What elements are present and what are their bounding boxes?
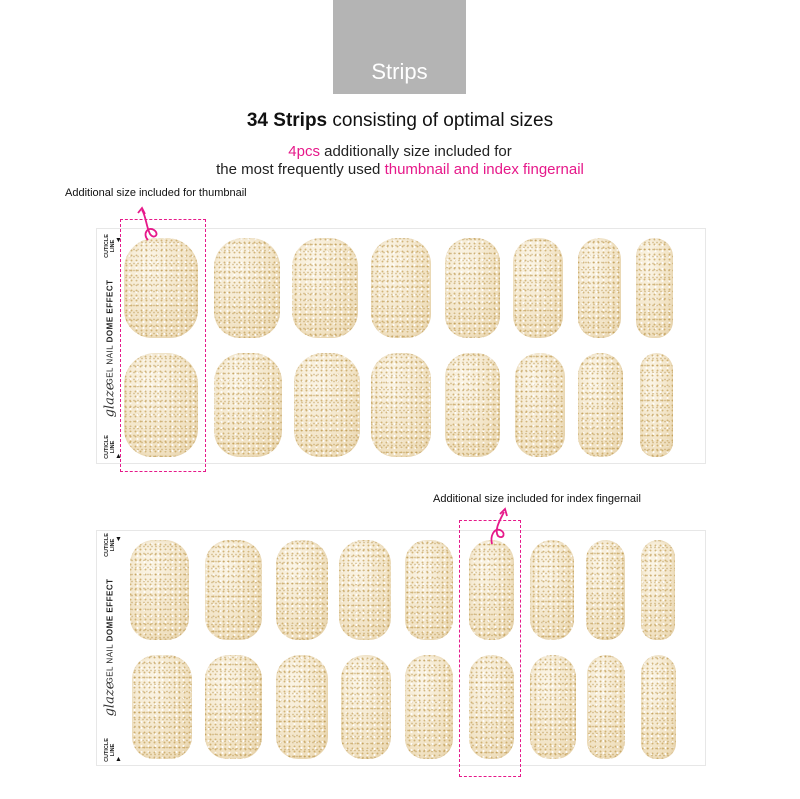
brand-bold-text: DOME EFFECT [105, 578, 115, 642]
nail-strip [586, 540, 625, 640]
nail-strip [445, 238, 500, 338]
triangle-pointer-icon: ▼ [115, 237, 122, 244]
nail-strip [640, 353, 673, 457]
subline-1-rest: additionally size included for [319, 143, 512, 160]
strips-banner-label: Strips [371, 59, 428, 84]
callout-index: Additional size included for index fingernail [433, 493, 641, 505]
nail-strip [205, 655, 262, 759]
cuticle-label-word-2: LINE [110, 440, 116, 454]
nail-strip [641, 540, 675, 640]
nail-strip [292, 238, 358, 338]
cuticle-label-word-1: CUTICLE [104, 533, 110, 557]
nail-strip [530, 655, 576, 759]
subline-2-lead: the most frequently used [216, 161, 385, 178]
triangle-pointer-icon: ▲ [115, 756, 122, 763]
nail-strip [130, 540, 189, 640]
glaze-logo: glaze [102, 382, 118, 418]
nail-strip [405, 540, 453, 640]
nail-strip [294, 353, 360, 457]
cuticle-label-word-2: LINE [110, 239, 116, 253]
headline-count: 34 Strips [246, 110, 328, 131]
index-fingernail-highlight-box [459, 520, 521, 777]
nail-strip [636, 238, 673, 338]
nail-strip [214, 353, 282, 457]
nail-strip [371, 353, 431, 457]
brand-gel-nail-dome-effect [106, 280, 115, 385]
triangle-pointer-icon: ▲ [115, 453, 122, 460]
nail-strip [276, 540, 328, 640]
brand-light-text: GEL NAIL [105, 342, 115, 385]
nail-strip [641, 655, 676, 759]
cuticle-label-word-2: LINE [110, 743, 116, 757]
nail-strip [214, 238, 280, 338]
cuticle-label-word-1: CUTICLE [104, 435, 110, 459]
nail-strip [371, 238, 431, 338]
brand-gel-nail-dome-effect [106, 579, 115, 684]
nail-strip [515, 353, 565, 457]
subline-1 [0, 143, 800, 160]
nail-strip [205, 540, 262, 640]
nail-strip [578, 353, 623, 457]
nail-strip [587, 655, 625, 759]
nail-strip [276, 655, 328, 759]
nail-strip [341, 655, 391, 759]
brand-light-text: GEL NAIL [105, 641, 115, 684]
nail-strip [530, 540, 574, 640]
nail-strip [578, 238, 621, 338]
loop-arrow-icon [134, 204, 166, 244]
triangle-pointer-icon: ▼ [115, 536, 122, 543]
cuticle-label-word-1: CUTICLE [104, 738, 110, 762]
subline-2 [0, 161, 800, 178]
headline [0, 110, 800, 132]
cuticle-label-word-2: LINE [110, 538, 116, 552]
nail-strip [513, 238, 563, 338]
cuticle-label-word-1: CUTICLE [104, 234, 110, 258]
strips-banner [333, 0, 466, 94]
subline-2-accent: thumbnail and index fingernail [384, 161, 584, 178]
sheet-2-label-column [97, 531, 123, 765]
glaze-logo: glaze [102, 681, 118, 717]
thumbnail-highlight-box [120, 219, 206, 472]
nail-strip [339, 540, 391, 640]
callout-thumbnail: Additional size included for thumbnail [65, 187, 247, 199]
brand-bold-text: DOME EFFECT [105, 279, 115, 343]
loop-arrow-icon [484, 504, 516, 546]
nail-strip [132, 655, 192, 759]
subline-1-accent: 4pcs [288, 143, 320, 160]
nail-strip [405, 655, 453, 759]
headline-rest: consisting of optimal sizes [327, 110, 554, 131]
nail-strip [445, 353, 500, 457]
